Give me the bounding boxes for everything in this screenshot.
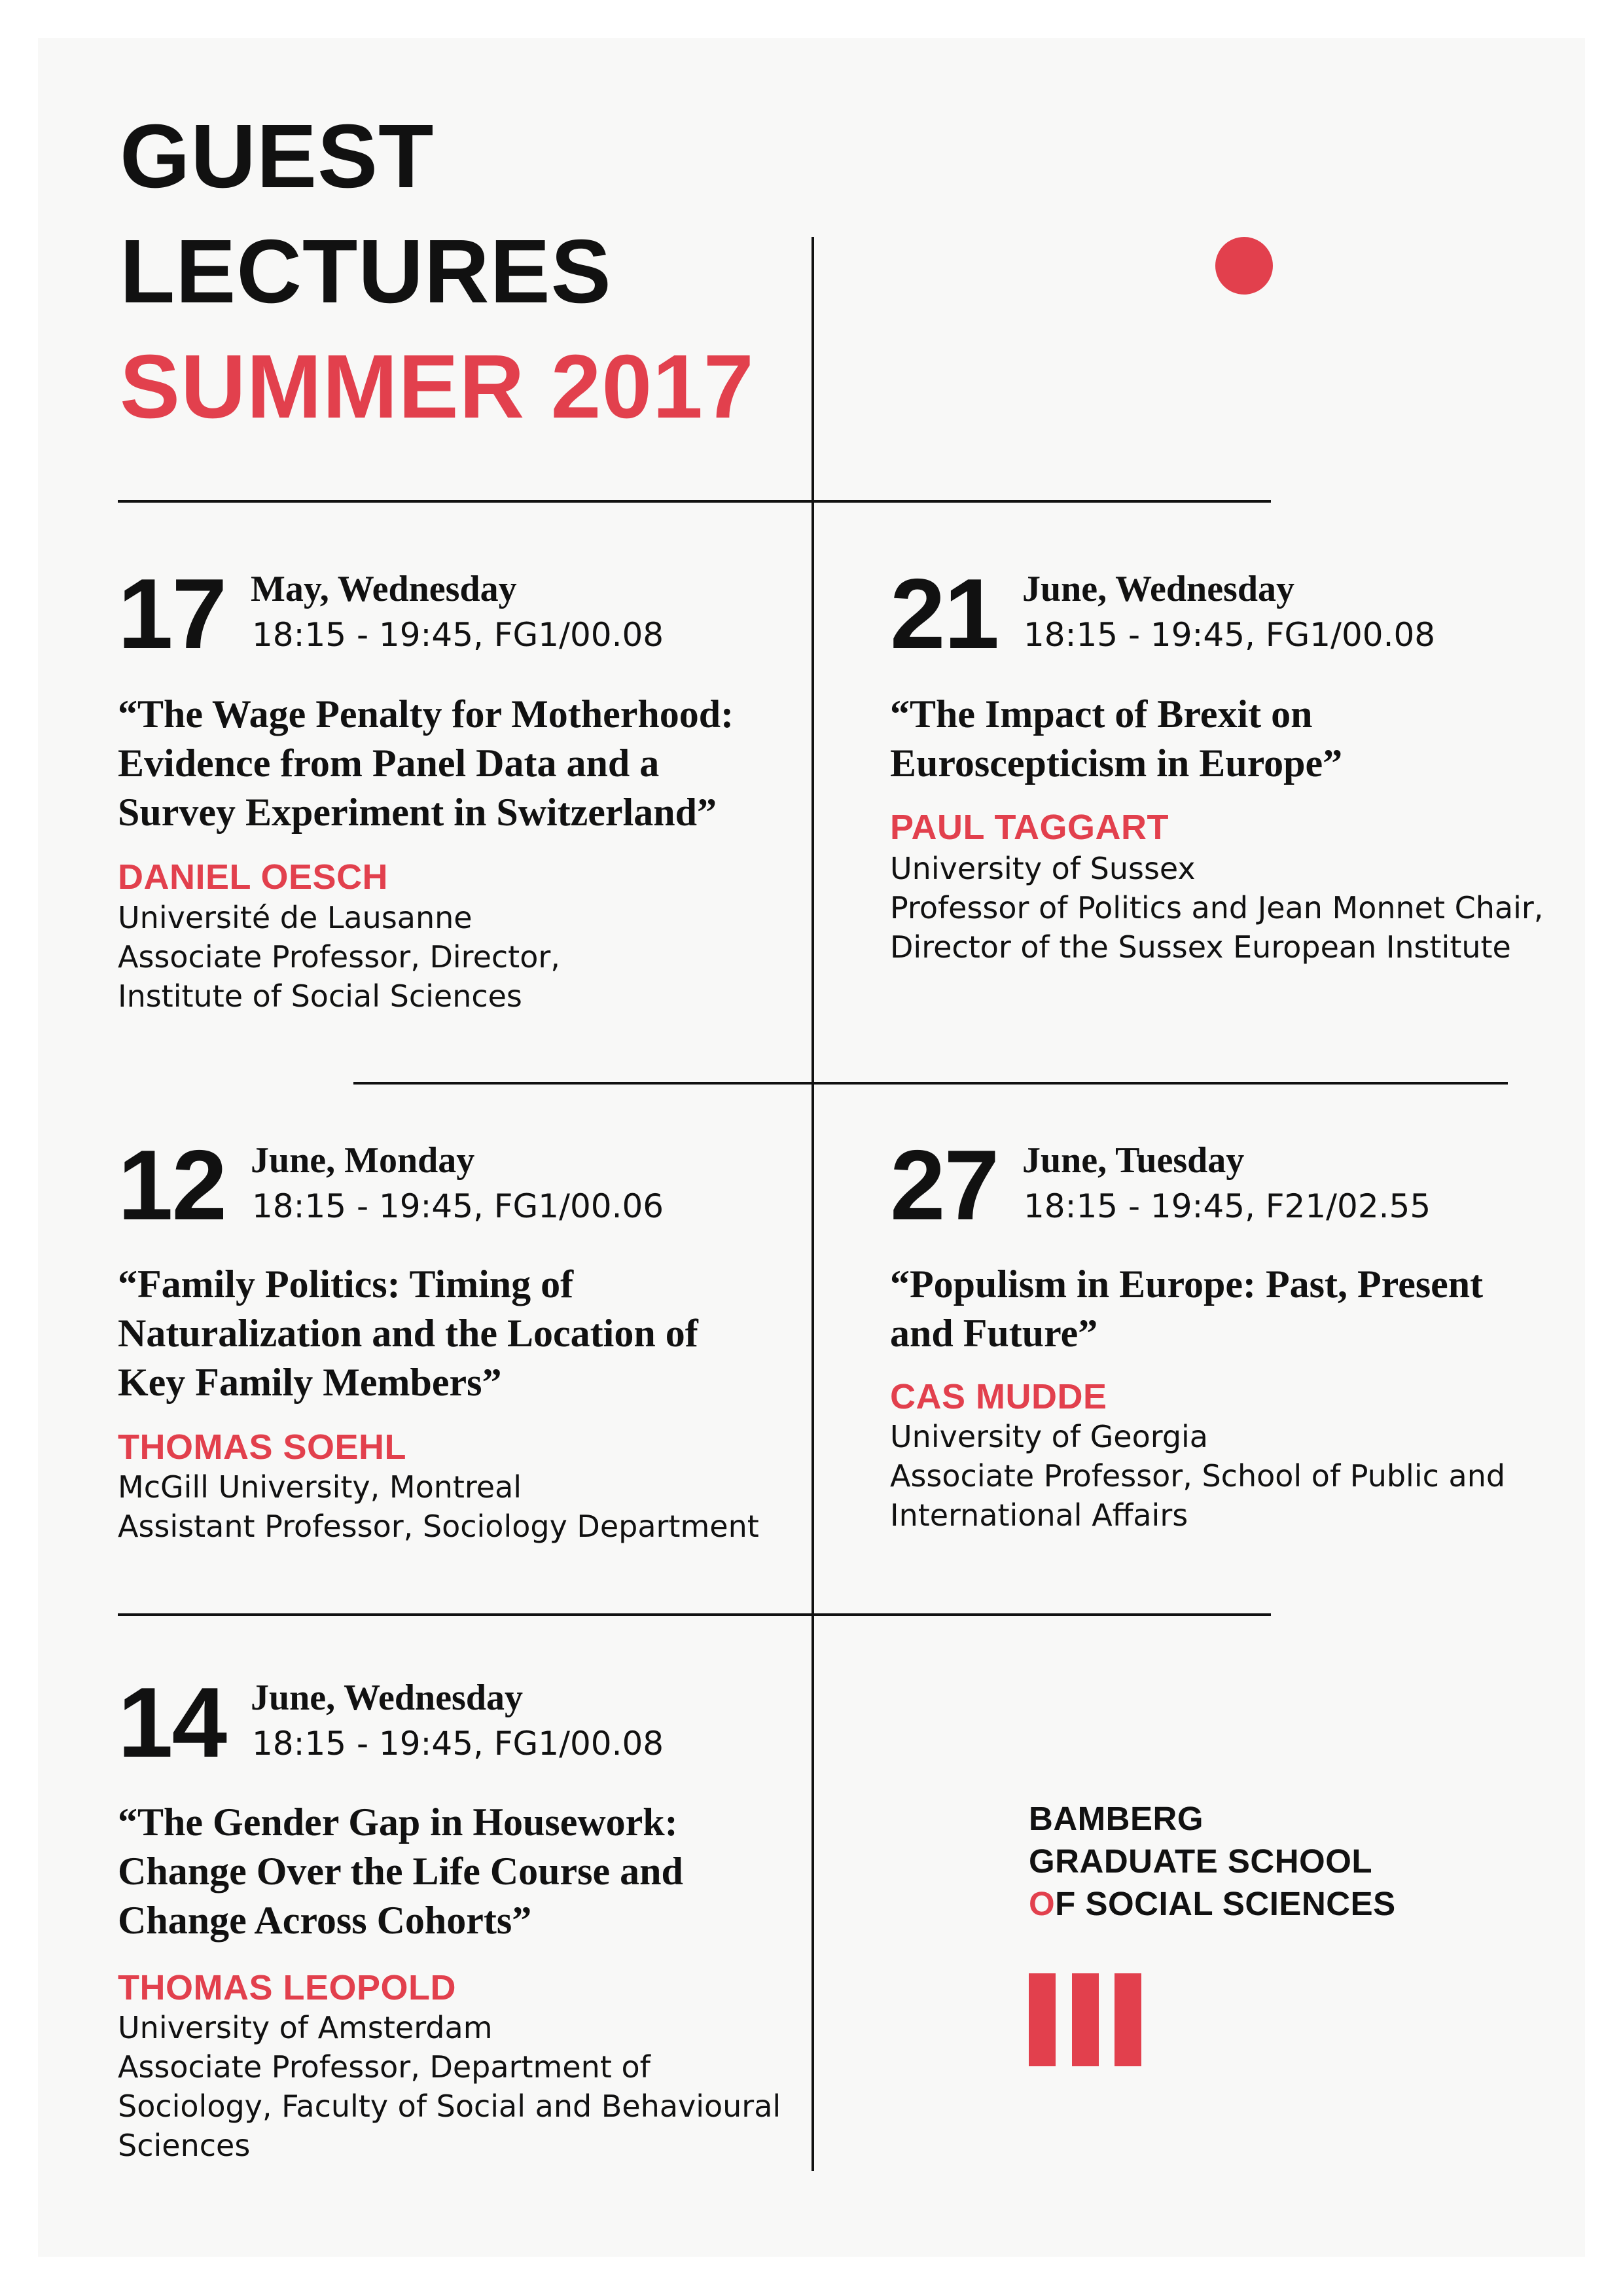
- affiliation-line: Associate Professor, Department of: [118, 2049, 651, 2085]
- speaker-name: THOMAS SOEHL: [118, 1427, 407, 1467]
- affiliation-line: Director of the Sussex European Institute: [890, 929, 1511, 965]
- school-name-red-initial: O: [1029, 1885, 1056, 1922]
- lecture-title-line: Survey Experiment in Switzerland”: [118, 791, 717, 834]
- logo-bar: [1029, 1973, 1056, 2066]
- lecture-time-room: 18:15 - 19:45, FG1/00.08: [252, 616, 664, 654]
- lecture-time-room: 18:15 - 19:45, FG1/00.08: [1024, 616, 1436, 654]
- affiliation-line: University of Amsterdam: [118, 2010, 493, 2045]
- speaker-name: PAUL TAGGART: [890, 808, 1169, 847]
- affiliation-line: Sciences: [118, 2128, 251, 2163]
- logo-bar: [1115, 1973, 1141, 2066]
- lecture-title-line: “The Wage Penalty for Motherhood:: [118, 692, 734, 736]
- speaker-affiliation: [118, 2008, 781, 2165]
- affiliation-line: Associate Professor, Director,: [118, 939, 560, 975]
- lecture-title: [890, 1260, 1483, 1358]
- speaker-affiliation: [118, 898, 560, 1016]
- speaker-name: CAS MUDDE: [890, 1377, 1107, 1416]
- school-name-line: [1029, 1882, 1396, 1925]
- speaker-name: DANIEL OESCH: [118, 857, 389, 897]
- affiliation-line: Sociology, Faculty of Social and Behavioural: [118, 2089, 781, 2124]
- lecture-title-line: Evidence from Panel Data and a: [118, 742, 660, 785]
- school-name: [1029, 1797, 1396, 1925]
- divider-top: [118, 500, 1271, 503]
- lecture-title: [118, 1260, 698, 1407]
- lecture-date: June, Tuesday: [1022, 1140, 1245, 1181]
- affiliation-line: McGill University, Montreal: [118, 1469, 522, 1505]
- lecture-title: [118, 1798, 683, 1945]
- lecture-date: May, Wednesday: [251, 569, 517, 609]
- lecture-title-line: Naturalization and the Location of: [118, 1312, 698, 1355]
- speaker-affiliation: [118, 1467, 759, 1546]
- affiliation-line: Assistant Professor, Sociology Department: [118, 1509, 759, 1544]
- lecture-time-room: 18:15 - 19:45, F21/02.55: [1024, 1187, 1431, 1225]
- lecture-day: 21: [890, 558, 999, 670]
- affiliation-line: International Affairs: [890, 1498, 1188, 1533]
- divider-bottom: [118, 1613, 1271, 1616]
- vertical-divider: [812, 237, 814, 2171]
- lecture-title: [118, 690, 734, 837]
- lecture-day: 14: [118, 1667, 226, 1778]
- school-name-line: GRADUATE SCHOOL: [1029, 1842, 1373, 1880]
- lecture-title-line: and Future”: [890, 1312, 1098, 1355]
- lecture-title-line: “Family Politics: Timing of: [118, 1263, 574, 1306]
- lecture-day: 27: [890, 1130, 999, 1241]
- affiliation-line: University of Sussex: [890, 851, 1196, 886]
- speaker-affiliation: [890, 849, 1543, 967]
- logo-bar: [1072, 1973, 1099, 2066]
- affiliation-line: Associate Professor, School of Public and: [890, 1458, 1506, 1494]
- lecture-date: June, Wednesday: [1022, 569, 1294, 609]
- divider-middle: [353, 1082, 1508, 1085]
- lecture-date: June, Wednesday: [251, 1677, 523, 1718]
- lecture-day: 17: [118, 558, 226, 670]
- lecture-date: June, Monday: [251, 1140, 475, 1181]
- lecture-time-room: 18:15 - 19:45, FG1/00.08: [252, 1725, 664, 1763]
- affiliation-line: University of Georgia: [890, 1419, 1208, 1454]
- title-lectures: LECTURES: [120, 221, 612, 322]
- school-name-rest: F SOCIAL SCIENCES: [1055, 1885, 1396, 1922]
- title-guest: GUEST: [120, 106, 435, 207]
- speaker-affiliation: [890, 1417, 1505, 1535]
- lecture-title-line: “The Gender Gap in Housework:: [118, 1801, 678, 1844]
- affiliation-line: Institute of Social Sciences: [118, 978, 522, 1014]
- affiliation-line: Université de Lausanne: [118, 900, 473, 935]
- school-name-line: BAMBERG: [1029, 1800, 1204, 1837]
- lecture-title-line: Change Over the Life Course and: [118, 1850, 683, 1893]
- lecture-time-room: 18:15 - 19:45, FG1/00.06: [252, 1187, 664, 1225]
- three-bars-logo-icon: [1029, 1973, 1141, 2066]
- affiliation-line: Professor of Politics and Jean Monnet Chair,: [890, 890, 1544, 925]
- lecture-title-line: “Populism in Europe: Past, Present: [890, 1263, 1484, 1306]
- title-summer-2017: SUMMER 2017: [120, 336, 755, 437]
- lecture-title-line: “The Impact of Brexit on: [890, 692, 1313, 736]
- lecture-day: 12: [118, 1130, 226, 1241]
- speaker-name: THOMAS LEOPOLD: [118, 1968, 456, 2007]
- red-circle-icon: [1215, 237, 1273, 295]
- lecture-title-line: Euroscepticism in Europe”: [890, 742, 1343, 785]
- lecture-title: [890, 690, 1342, 788]
- lecture-title-line: Change Across Cohorts”: [118, 1899, 532, 1942]
- lecture-title-line: Key Family Members”: [118, 1361, 502, 1404]
